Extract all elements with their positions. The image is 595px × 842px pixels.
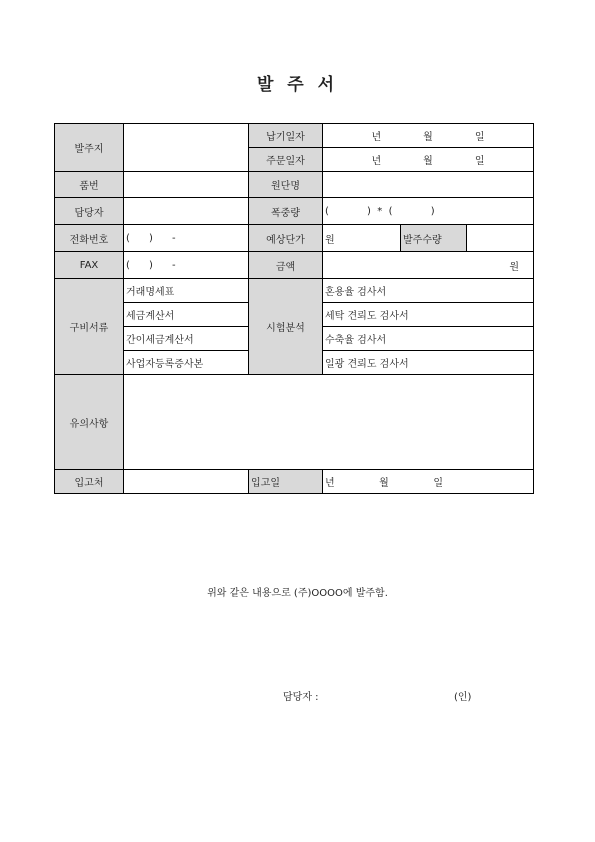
manager-label: 담당자: [55, 198, 124, 225]
order-qty-field[interactable]: [467, 225, 534, 252]
doc-item[interactable]: 사업자등록증사본: [124, 351, 249, 375]
order-date-field[interactable]: [323, 148, 534, 172]
test-item[interactable]: 수축율 검사서: [323, 327, 534, 351]
doc-item[interactable]: 거래명세표: [124, 279, 249, 303]
width-weight-label: 폭중량: [249, 198, 323, 225]
year-text: 년: [371, 156, 382, 167]
sign-label: 담당자 :: [283, 692, 319, 703]
warehouse-date-label: 입고일: [249, 470, 323, 494]
phone-field[interactable]: ( ) -: [124, 225, 249, 252]
notes-field[interactable]: [124, 375, 534, 470]
fabric-name-label: 원단명: [249, 172, 323, 198]
warehouse-date-field[interactable]: 년 월 일: [323, 470, 534, 494]
unit-price-field[interactable]: 원: [323, 225, 401, 252]
delivery-date-field[interactable]: [323, 124, 534, 148]
notes-label: 유의사항: [55, 375, 124, 470]
document-title: 발 주 서: [256, 75, 339, 95]
test-item[interactable]: 혼용율 검사서: [323, 279, 534, 303]
fabric-name-field[interactable]: [323, 172, 534, 198]
order-form-table: [54, 123, 534, 494]
manager-field[interactable]: [124, 198, 249, 225]
amount-label: 금액: [249, 252, 323, 279]
orderer-label: 발주지: [55, 124, 124, 172]
month-text: 월: [423, 132, 433, 143]
year-text: 년: [371, 132, 382, 143]
warehouse-field[interactable]: [124, 470, 249, 494]
fax-label: FAX: [55, 252, 124, 279]
docs-label: 구비서류: [55, 279, 124, 375]
doc-item[interactable]: 세금계산서: [124, 303, 249, 327]
month-text: 월: [423, 156, 433, 167]
test-item[interactable]: 세탁 견뢰도 검사서: [323, 303, 534, 327]
part-no-label: 품번: [55, 172, 124, 198]
phone-label: 전화번호: [55, 225, 124, 252]
day-text: 일: [474, 132, 485, 143]
order-statement: 위와 같은 내용으로 (주)OOOO에 발주함.: [207, 588, 388, 599]
width-weight-field[interactable]: ( ) * ( ): [323, 198, 534, 225]
test-item[interactable]: 일광 견뢰도 검사서: [323, 351, 534, 375]
fax-field[interactable]: ( ) -: [124, 252, 249, 279]
delivery-date-label: 납기일자: [249, 124, 323, 148]
amount-field[interactable]: 원: [323, 252, 534, 279]
doc-item[interactable]: 간이세금계산서: [124, 327, 249, 351]
seal-mark: (인): [454, 692, 472, 703]
order-date-label: 주문일자: [249, 148, 323, 172]
order-qty-label: 발주수량: [401, 225, 467, 252]
warehouse-label: 입고처: [55, 470, 124, 494]
unit-price-label: 예상단가: [249, 225, 323, 252]
day-text: 일: [474, 156, 485, 167]
part-no-field[interactable]: [124, 172, 249, 198]
orderer-field[interactable]: [124, 124, 249, 172]
tests-label: 시험분석: [249, 279, 323, 375]
